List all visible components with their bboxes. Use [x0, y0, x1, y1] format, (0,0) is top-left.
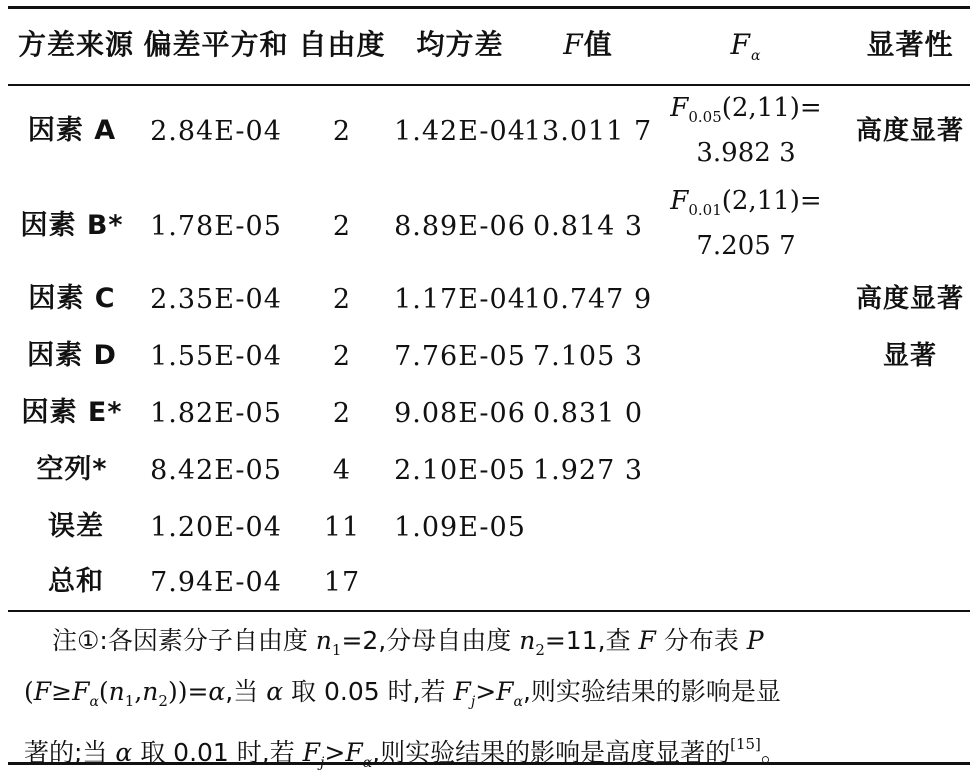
- header-f-alpha-sub: α: [750, 48, 762, 64]
- row-ms: 1.42E-04: [394, 116, 526, 147]
- note-text: 取 0.05 时,若: [283, 677, 454, 706]
- note-var: α: [115, 738, 133, 767]
- row-source: 因素 A: [27, 115, 117, 146]
- note-sub: 2: [158, 692, 168, 710]
- note-text: 取 0.01 时,若: [132, 738, 303, 767]
- note-text: 。: [760, 738, 786, 767]
- row-ss: 1.78E-05: [150, 211, 282, 242]
- header-f-alpha: [730, 28, 762, 64]
- row-ms: 8.89E-06: [394, 211, 526, 242]
- critical-args: (2,11)=: [721, 186, 822, 216]
- table-top-rule: [8, 6, 970, 9]
- note-text: 分布表: [655, 626, 747, 655]
- row-ms: 2.10E-05: [394, 455, 526, 486]
- citation-ref[interactable]: [15]: [730, 735, 761, 753]
- critical-alpha: 0.01: [688, 201, 722, 219]
- note-sub: j: [470, 694, 476, 710]
- note-sub: 1: [331, 641, 342, 659]
- note-var: F: [638, 626, 656, 655]
- note-sub: j: [320, 755, 325, 771]
- note-var: n: [108, 677, 125, 706]
- row-f: 10.747 9: [523, 284, 653, 315]
- header-mean-square: 均方差: [416, 28, 504, 61]
- row-significance: 显著: [882, 341, 938, 371]
- critical-value: 3.982 3: [696, 138, 796, 168]
- row-f: 0.831 0: [532, 398, 644, 429]
- note-text: ,当: [225, 677, 267, 706]
- row-significance: 高度显著: [855, 116, 965, 146]
- row-ss: 1.55E-04: [150, 341, 282, 372]
- note-var: F: [33, 677, 52, 706]
- note-var: F: [496, 677, 514, 706]
- note-var: n: [315, 626, 332, 655]
- row-f: 0.814 3: [532, 211, 644, 242]
- critical-args: (2,11)=: [721, 93, 822, 123]
- row-source: 因素 B*: [20, 210, 124, 241]
- note-var: F: [453, 677, 471, 706]
- note-line-1: [24, 620, 954, 671]
- note-var: F: [302, 738, 321, 767]
- row-source: 总和: [48, 566, 104, 597]
- note-var: α: [266, 677, 284, 706]
- note-var: n: [519, 626, 536, 655]
- row-ss: 1.82E-05: [150, 398, 282, 429]
- note-text: ))=: [167, 677, 209, 706]
- row-ms: 7.76E-05: [394, 341, 526, 372]
- row-df: 2: [332, 398, 352, 429]
- note-line-2: [24, 671, 954, 723]
- row-df: 2: [332, 341, 352, 372]
- critical-value-005: [670, 90, 821, 171]
- row-f: 1.927 3: [532, 455, 644, 486]
- note-sub: α: [362, 755, 373, 771]
- critical-f-symbol: F: [670, 93, 689, 123]
- header-sum-of-squares: 偏差平方和: [143, 28, 289, 61]
- row-ss: 1.20E-04: [150, 512, 282, 543]
- note-text: 注①:各因素分子自由度: [52, 626, 316, 655]
- row-f: 13.011 7: [523, 116, 653, 147]
- note-text: ,则实验结果的影响是显: [522, 677, 781, 706]
- note-text: =2,分母自由度: [341, 626, 520, 655]
- note-text: 著的;当: [24, 738, 116, 767]
- row-ss: 2.35E-04: [150, 284, 282, 315]
- header-rule: [8, 84, 970, 86]
- row-df: 11: [323, 512, 361, 543]
- row-df: 4: [332, 455, 352, 486]
- row-source: 因素 D: [27, 340, 117, 371]
- row-df: 17: [323, 567, 361, 598]
- note-text: =11,查: [544, 626, 639, 655]
- row-source: 因素 E*: [21, 397, 123, 428]
- row-significance: 高度显著: [855, 284, 965, 314]
- note-text: (: [24, 677, 34, 706]
- critical-value-001: [670, 183, 821, 264]
- row-f: 7.105 3: [532, 341, 644, 372]
- row-source: 因素 C: [28, 283, 116, 314]
- note-line-3: [24, 723, 954, 784]
- note-var: F: [72, 677, 90, 706]
- note-var: n: [142, 677, 159, 706]
- note-sub: 2: [535, 641, 545, 659]
- critical-f-symbol: F: [670, 186, 689, 216]
- header-f-symbol: F: [563, 28, 584, 61]
- row-ss: 2.84E-04: [150, 116, 282, 147]
- row-source: 空列*: [36, 454, 108, 485]
- note-var: F: [345, 738, 363, 767]
- header-f-value: [563, 28, 613, 61]
- note-text: ,: [134, 677, 143, 706]
- note-text: >: [324, 738, 346, 767]
- row-df: 2: [332, 211, 352, 242]
- row-ss: 8.42E-05: [150, 455, 282, 486]
- critical-alpha: 0.05: [688, 108, 722, 126]
- header-significance: 显著性: [866, 28, 954, 61]
- note-sub: α: [513, 694, 523, 710]
- row-ms: 1.17E-04: [394, 284, 526, 315]
- note-text: ≥: [51, 677, 73, 706]
- row-ms: 9.08E-06: [394, 398, 526, 429]
- note-var: P: [746, 626, 764, 655]
- critical-value: 7.205 7: [696, 231, 796, 261]
- note-rule: [8, 610, 970, 612]
- row-df: 2: [332, 284, 352, 315]
- header-f-alpha-symbol: F: [730, 28, 751, 61]
- row-ms: 1.09E-05: [394, 512, 526, 543]
- row-source: 误差: [48, 511, 104, 542]
- header-f-suffix: 值: [583, 28, 613, 61]
- note-var: α: [208, 677, 226, 706]
- table-note: [24, 620, 954, 784]
- note-text: >: [475, 677, 497, 706]
- header-source: 方差来源: [17, 28, 135, 61]
- note-sub: 1: [124, 692, 135, 710]
- note-text: ,则实验结果的影响是高度显著的: [372, 738, 731, 767]
- row-df: 2: [332, 116, 352, 147]
- row-ss: 7.94E-04: [150, 567, 282, 598]
- note-text: (: [98, 677, 109, 706]
- header-degrees-of-freedom: 自由度: [298, 28, 386, 61]
- note-sub: α: [89, 694, 99, 710]
